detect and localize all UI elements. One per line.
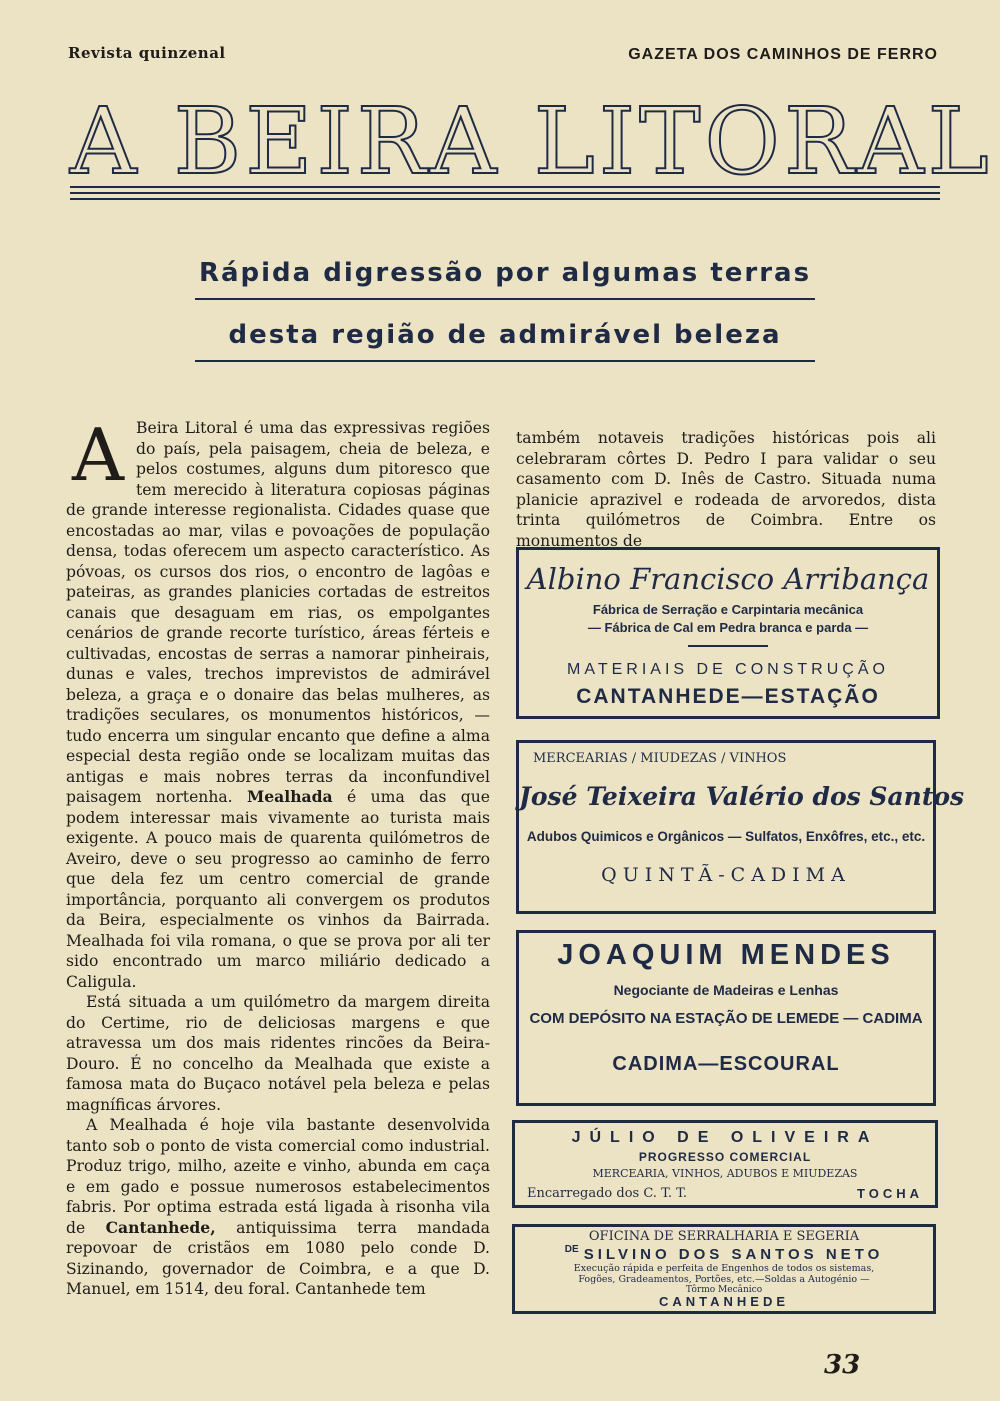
subtitle-rule-1 <box>195 298 815 300</box>
ad5-line1: OFICINA DE SERRALHARIA E SEGERIA <box>588 1229 860 1244</box>
ad3-line2: COM DEPÓSITO NA ESTAÇÃO DE LEMEDE — CADIMA <box>529 1010 923 1027</box>
ad-jose-teixeira <box>516 740 965 914</box>
subtitle-line-1: Rápida digressão por algumas terras <box>198 258 812 288</box>
ad1-line4: CANTANHEDE—ESTAÇÃO <box>576 685 880 708</box>
ad1-name: Albino Francisco Arribança <box>526 562 930 596</box>
ad4-name: JÚLIO DE OLIVEIRA <box>571 1129 879 1146</box>
title-rule-1 <box>70 186 940 188</box>
page-number: 33 <box>824 1350 861 1380</box>
ad4-line3-right: TOCHA <box>857 1186 923 1201</box>
ad1-line2: — Fábrica de Cal em Pedra branca e parda — <box>587 620 869 635</box>
title-rule-2 <box>70 192 940 194</box>
ad5-line2: Execução rápida e perfeita de Engenhos de todos os sistemas, <box>573 1263 875 1274</box>
header-left: Revista quinzenal <box>68 44 226 62</box>
article-paragraph-1-end: é uma das que podem interessar mais vivamente ao turista mais exigente. A pouco mais de quarenta quilómetros de Aveiro, deve o seu progresso ao caminho de ferro que dela fez um centro comercial de grande importância, porquanto ali convergem os produtos da Beira, especialmente os vinhos da Bairrada. Mealhada foi vila romana, o que se prova por ali ter sido encontrado um marco miliário dedicado a Caligula. <box>66 788 490 991</box>
subtitle-line-2: desta região de admirável beleza <box>228 320 782 350</box>
article-paragraph-3: A Mealhada é hoje vila bastante desenvolvida tanto sob o ponto de vista comercial como industrial. Produz trigo, milho, azeite e vinho, abunda em caça e em gado e possue numerosos estabelecimentos fabris. Por optima estrada está ligada à risonha vila de <box>66 1116 490 1237</box>
ad3-line3: CADIMA—ESCOURAL <box>612 1053 840 1075</box>
ad2-name: José Teixeira Valério dos Santos <box>519 782 965 811</box>
ad4-line1: PROGRESSO COMERCIAL <box>638 1150 812 1164</box>
ad1-line3: MATERIAIS DE CONSTRUÇÃO <box>567 661 889 678</box>
ad1-divider <box>688 645 768 647</box>
article-left-column <box>66 413 490 1300</box>
article-paragraph-2: Está situada a um quilómetro da margem direita do Certime, rio de deliciosas margens e que atravessa um dos mais ridentes rincões da Beira-Douro. É no concelho da Mealhada que existe a famosa mata do Buçaco notável pela beleza e pelas magníficas árvores. <box>66 993 490 1114</box>
ad1-line1: Fábrica de Serração e Carpintaria mecânica <box>592 602 864 617</box>
ad5-line4: Tôrmo Mecânico <box>685 1285 763 1295</box>
article-bold-cantanhede: Cantanhede, <box>105 1217 216 1237</box>
drop-cap: A <box>72 413 124 497</box>
ad2-top: MERCEARIAS / MIUDEZAS / VINHOS <box>533 751 787 766</box>
ad4-line3-left: Encarregado dos C. T. T. <box>527 1186 687 1201</box>
ad5-name: SILVINO DOS SANTOS NETO <box>583 1246 884 1263</box>
subtitle-rule-2 <box>195 360 815 362</box>
title-rule-3 <box>70 198 940 200</box>
ad3-name: JOAQUIM MENDES <box>557 939 895 971</box>
ad5-line3: Fogões, Gradeamentos, Portões, etc.—Soldas a Autogénio — <box>578 1274 870 1285</box>
ad4-line2: MERCEARIA, VINHOS, ADUBOS E MIUDEZAS <box>592 1167 858 1180</box>
article-right-column: também notaveis tradições históricas pois ali celebraram côrtes D. Pedro I para validar o seu casamento com D. Inês de Castro. Situada numa planicie aprazivel e rodeada de arvoredos, dista trinta quilómetros de Coimbra. Entre os monumentos de <box>516 429 936 550</box>
ad-julio-oliveira <box>512 1120 938 1208</box>
ad2-line1: Adubos Quimicos e Orgânicos — Sulfatos, Enxôfres, etc., etc. <box>526 829 926 844</box>
article-bold-mealhada: Mealhada <box>247 787 333 806</box>
ad2-line2: QUINTÃ-CADIMA <box>601 864 851 886</box>
article-paragraph-1: Beira Litoral é uma das expressivas regiões do país, pela paisagem, cheia de beleza, e pelos costumes, alguns dum pitoresco que tem merecido à literatura copiosas páginas de grande interesse regionalista. Cidades quase que encostadas ao mar, vilas e povoações de população densa, todas oferecem um aspecto característico. As póvoas, os cursos dos rios, o encontro de lagôas e pateiras, as grandes planicies cortadas de estreitos canais que desaguam em rias, os empolgantes cenários de grande recorte turístico, áreas férteis e cultivadas, encostas de serras a namorar pinheirais, dunas e vales, trechos imprevistos de admirável beleza, a graça e o donaire das belas mulheres, as tradições seculares, os monumentos históricos, — tudo encerra um singular encanto que define a alma especial desta região onde se localizam muitas das antigas e mais nobres terras da inconfundivel paisagem nortenha. <box>66 419 490 806</box>
ad-joaquim-mendes <box>516 930 936 1106</box>
article-paragraph-3-end: antiquissima terra mandada repovoar de cristãos em 1080 pelo conde D. Sizinando, governador de Coimbra, e a que D. Manuel, em 1514, deu foral. Cantanhede tem <box>66 1218 490 1298</box>
ad3-line1: Negociante de Madeiras e Lenhas <box>613 982 839 998</box>
ad-silvino-neto <box>512 1224 936 1314</box>
ad5-line5: CANTANHEDE <box>658 1294 790 1309</box>
header-right: GAZETA DOS CAMINHOS DE FERRO <box>628 46 938 63</box>
ad-albino-arribanca <box>516 547 940 719</box>
main-title: A BEIRA LITORAL <box>70 88 993 195</box>
ad5-de: DE <box>564 1244 579 1255</box>
